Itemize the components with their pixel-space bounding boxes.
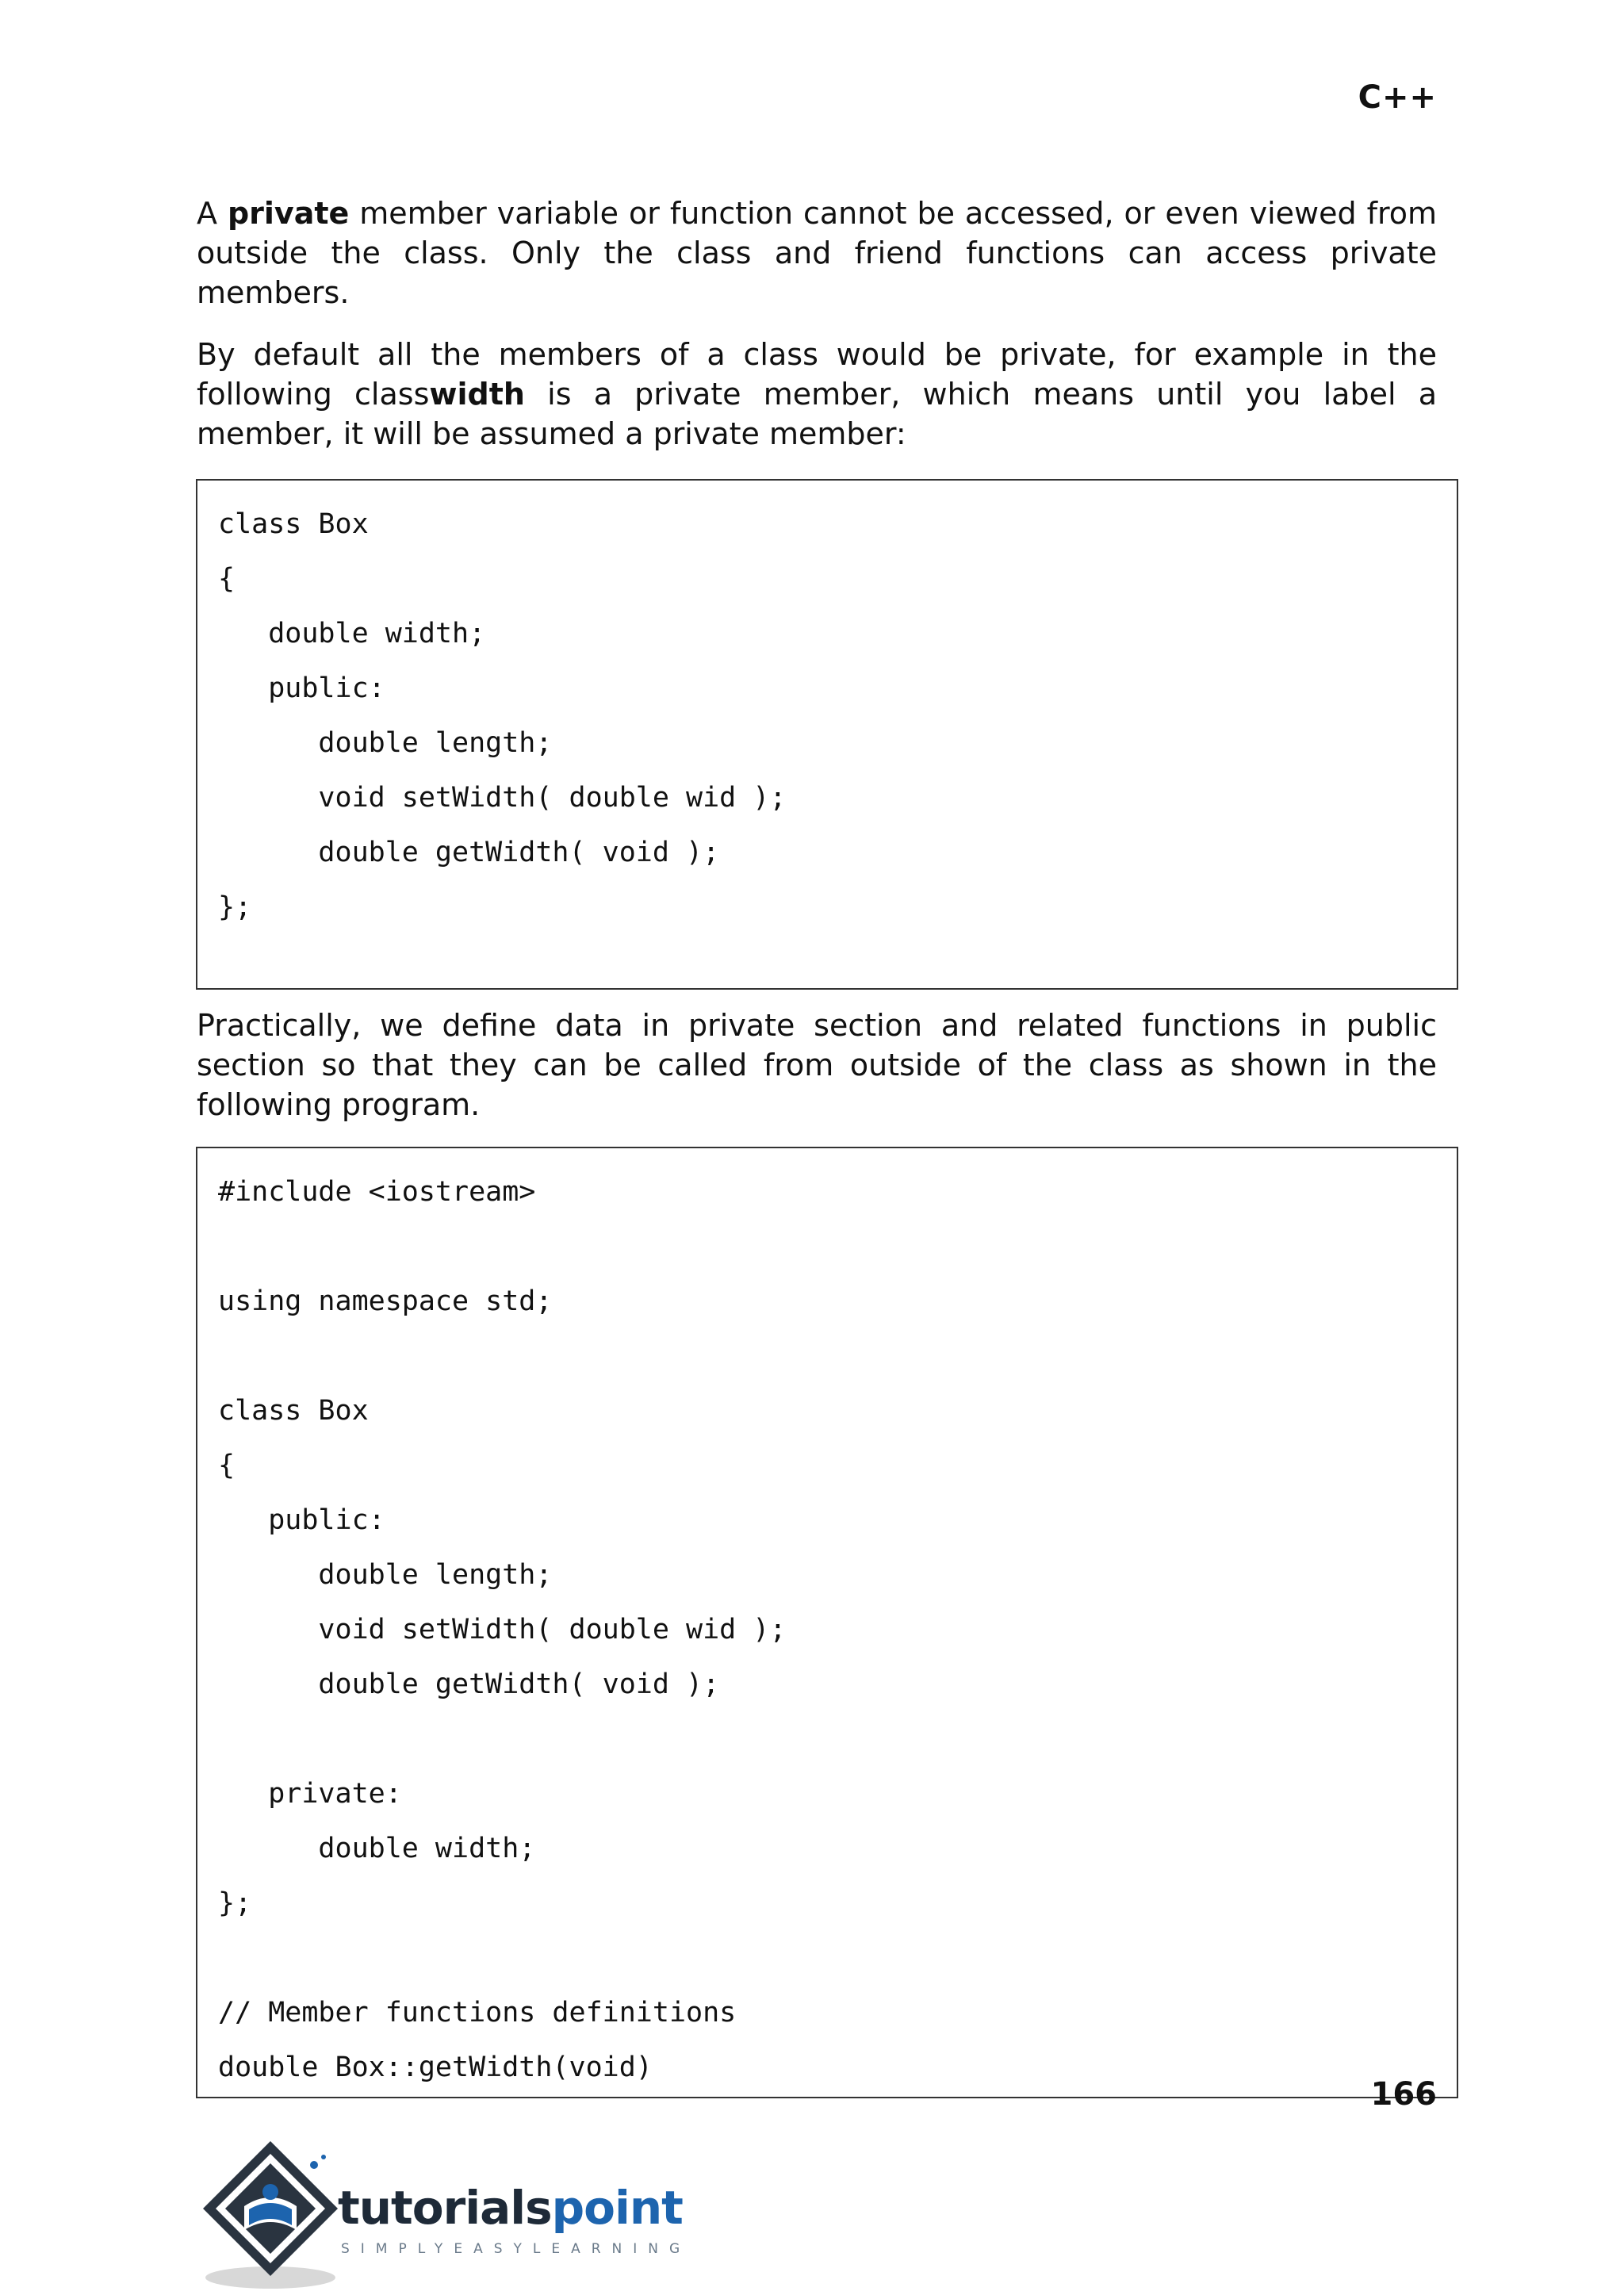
code-block-box-program (196, 1147, 1458, 2098)
code-line: #include <iostream> (218, 1176, 536, 1208)
logo-wordmark (338, 2181, 683, 2235)
paragraph-practical-usage: Practically, we define data in private section and related functions in public section so that they can be called from outside of the class as shown in the following program. (197, 1008, 1437, 1122)
code-line: public: (218, 672, 385, 704)
paragraph-text: member variable or function cannot be accessed, or even viewed from outside the class. Only the class and friend functions can access private members. (197, 196, 1437, 310)
code-line: void setWidth( double wid ); (218, 1614, 787, 1646)
keyword-private: private (227, 196, 350, 231)
logo-text-tutorials: tutorials (338, 2181, 552, 2235)
logo-tagline: SIMPLYEASYLEARNING (341, 2241, 691, 2257)
page-number: 166 (1370, 2076, 1437, 2113)
code-line: }; (218, 891, 252, 923)
keyword-width: width (429, 377, 525, 412)
code-line: }; (218, 1887, 252, 1919)
code-line: private: (218, 1778, 402, 1810)
code-line: double width; (218, 1833, 536, 1864)
logo-diamond-icon (195, 2133, 346, 2292)
code-line: double Box::getWidth(void) (218, 2052, 653, 2083)
paragraph-text: is a private member, which means until you label a member, it will be assumed a private member: (197, 377, 1437, 451)
code-line: using namespace std; (218, 1285, 553, 1317)
code-line: { (218, 1450, 236, 1481)
logo-text-point: point (551, 2181, 683, 2235)
code-line: class Box (218, 1395, 369, 1427)
code-block-box-private (196, 479, 1458, 990)
code-line: double length; (218, 1559, 553, 1591)
page-header-title: C++ (1358, 79, 1437, 116)
code-line: void setWidth( double wid ); (218, 782, 787, 814)
paragraph-private-intro (197, 193, 1437, 312)
tutorialspoint-logo (195, 2133, 691, 2292)
code-line: // Member functions definitions (218, 1997, 737, 2029)
paragraph-text: A (197, 196, 228, 231)
paragraph-default-private (197, 335, 1437, 454)
code-line: double length; (218, 727, 553, 759)
code-line: double width; (218, 618, 486, 649)
paragraph-text: By default all the members of a class would be private, for example in the following class (197, 337, 1437, 412)
code-line: double getWidth( void ); (218, 1669, 720, 1700)
code-line: class Box (218, 508, 369, 540)
code-line: { (218, 563, 236, 595)
code-line: double getWidth( void ); (218, 837, 720, 868)
code-line: public: (218, 1504, 385, 1536)
